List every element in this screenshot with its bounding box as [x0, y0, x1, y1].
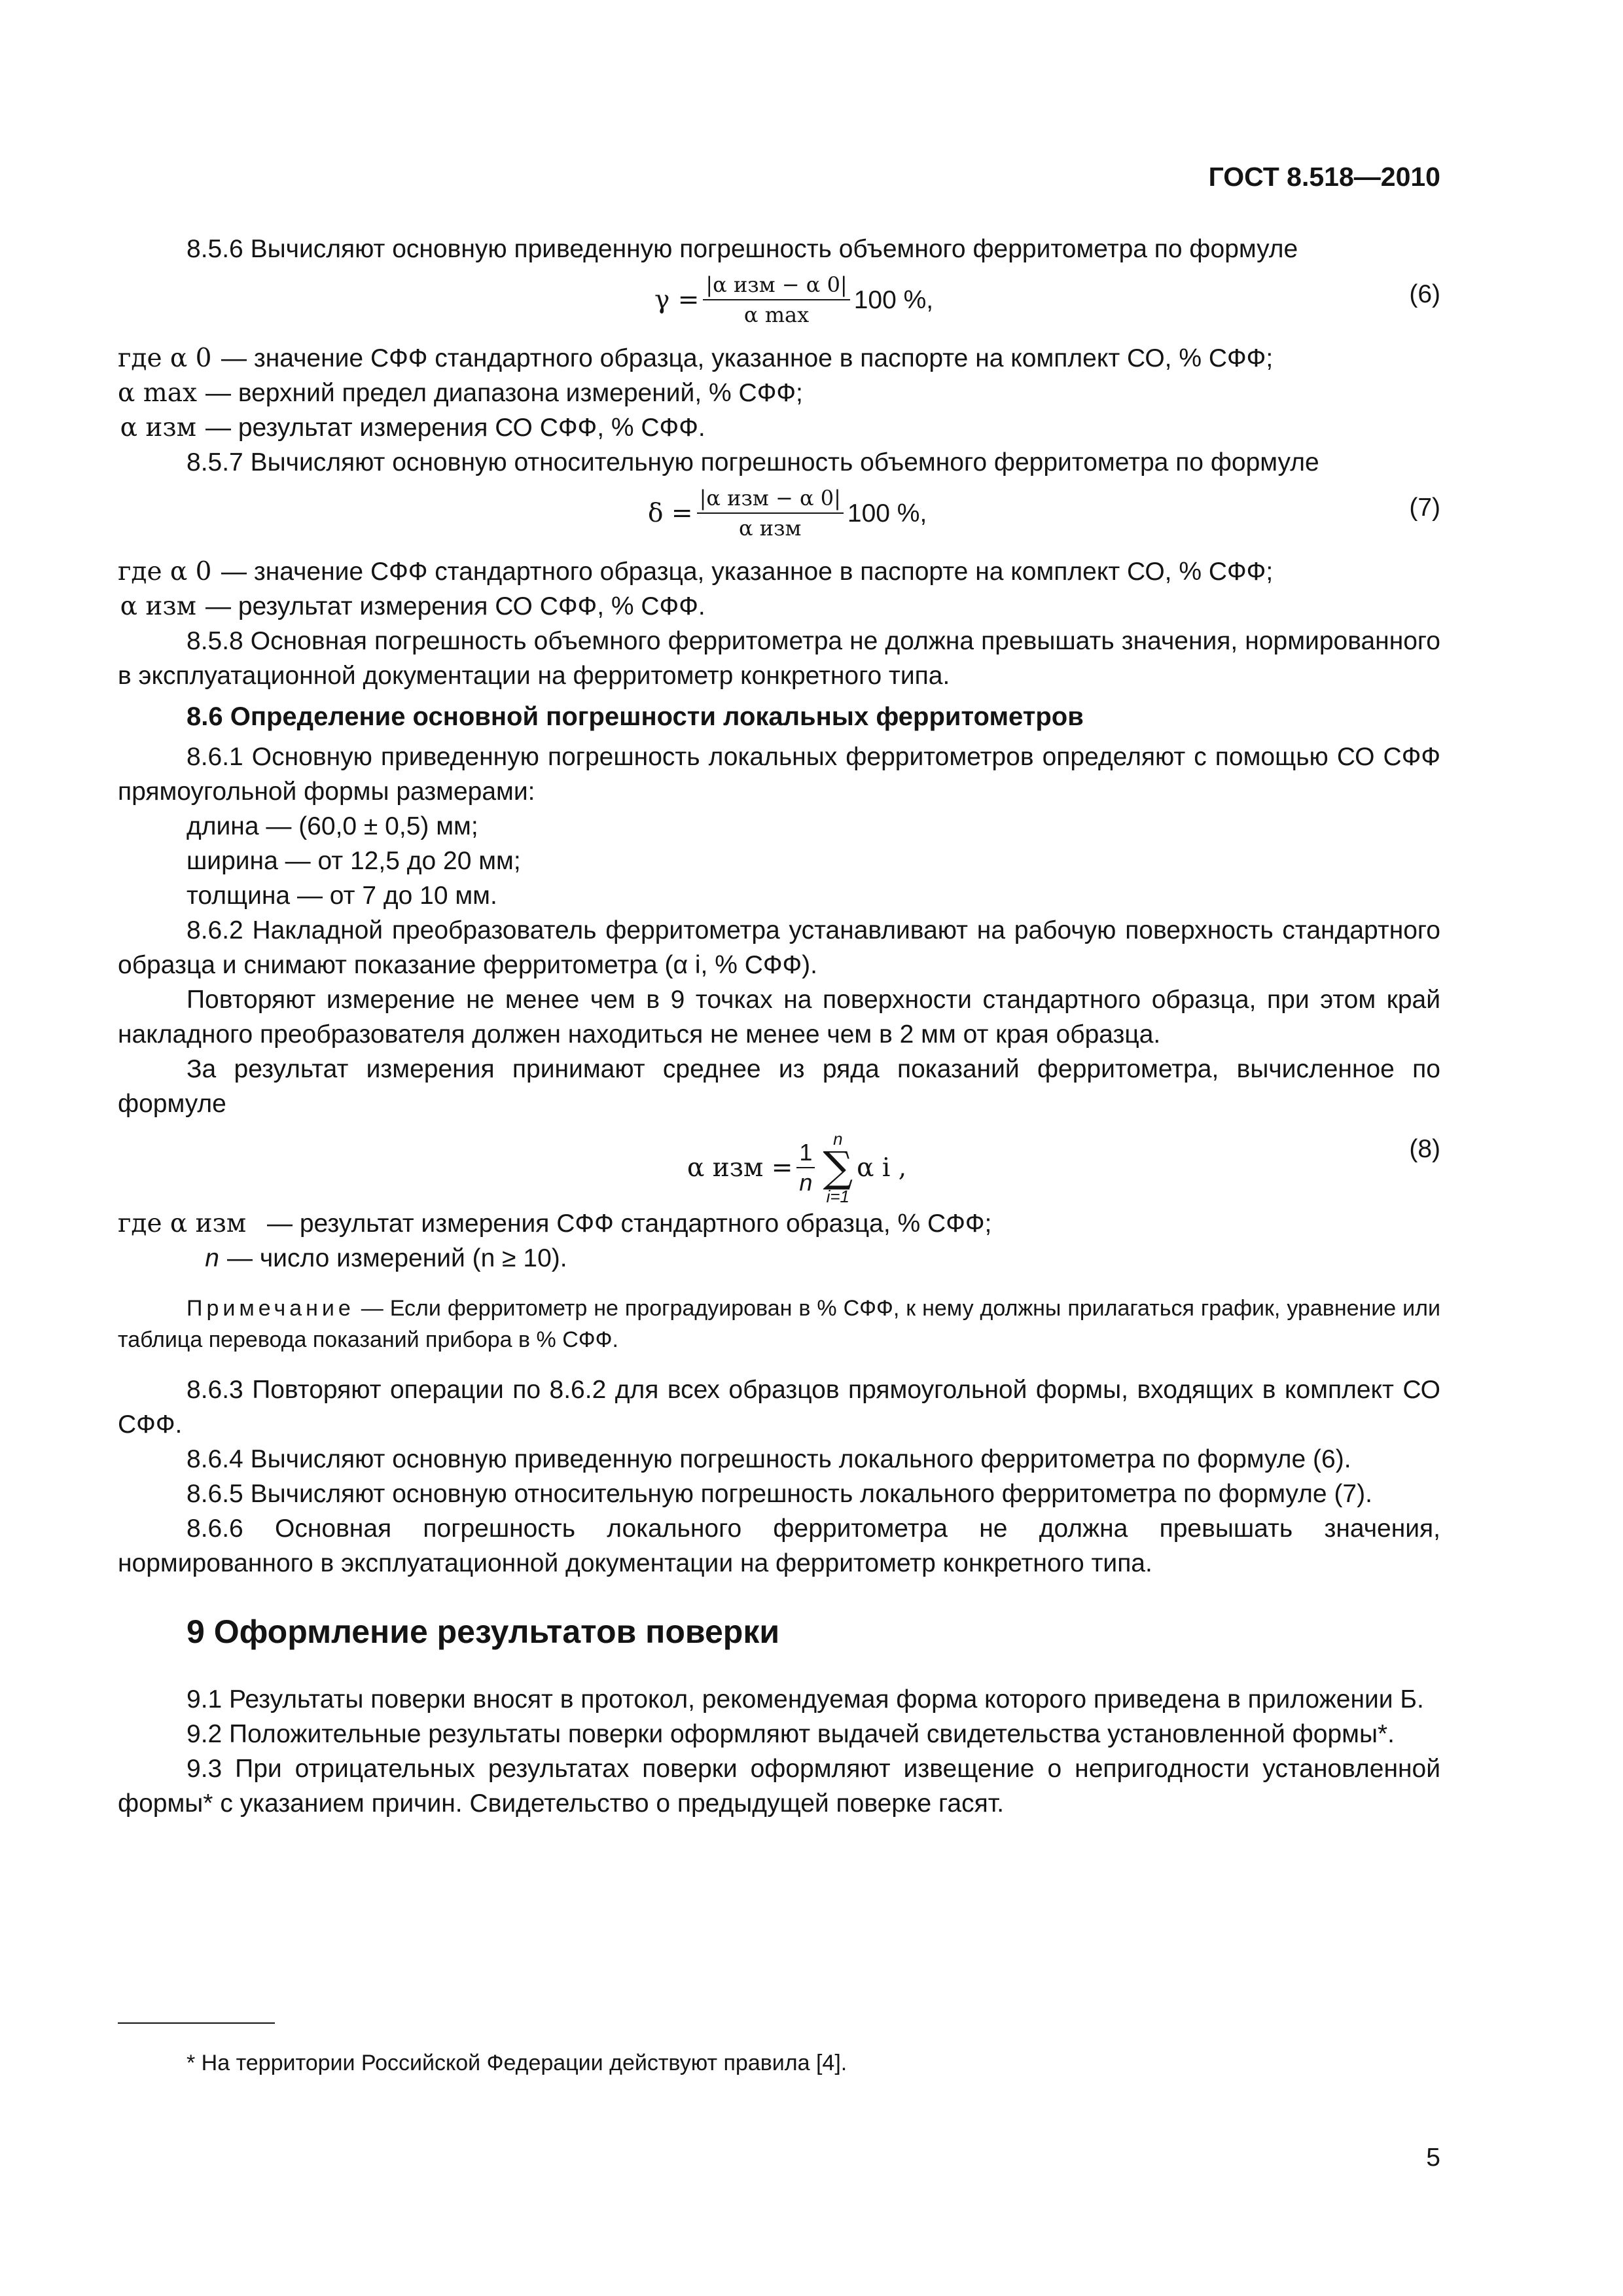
note-label: Примечание — [187, 1296, 355, 1321]
formula-6-number: (6) — [1409, 280, 1440, 308]
sigma-icon: ∑ — [823, 1143, 853, 1192]
clause-8-5-8: 8.5.8 Основная погрешность объемного ферритометра не должна превышать значения, нормированного в эксплуатационной документации на ферритометр конкретного типа. — [118, 627, 1440, 690]
section-8-6-title: 8.6 Определение основной погрешности локальных ферритометров — [187, 702, 1084, 731]
paragraph-result-definition: За результат измерения принимают среднее из ряда показаний ферритометра, вычисленное по формуле — [118, 1055, 1440, 1118]
clause-8-5-6: 8.5.6 Вычисляют основную приведенную погрешность объемного ферритометра по формуле — [187, 235, 1298, 263]
where-symbol: где α 0 — [118, 557, 212, 586]
formula-7-lhs: δ = — [648, 498, 693, 528]
footnote: * На территории Российской Федерации действуют правила [4]. — [187, 2051, 847, 2075]
formula-8-sum — [823, 1130, 853, 1205]
clause-8-6-4: 8.6.4 Вычисляют основную приведенную погрешность локального ферритометра по формуле (6). — [187, 1445, 1351, 1473]
formula-7-tail: 100 %, — [847, 499, 927, 528]
clause-8-6-1: 8.6.1 Основную приведенную погрешность локальных ферритометров определяют с помощью СО СФФ прямоугольной формы размерами: — [118, 743, 1440, 806]
where-text: — результат измерения СО СФФ, % СФФ. — [205, 414, 705, 442]
formula-7-numerator: |α изм − α 0| — [697, 485, 844, 514]
section-9-title: 9 Оформление результатов поверки — [187, 1613, 780, 1650]
dimension-thickness: толщина — от 7 до 10 мм. — [187, 882, 497, 910]
where-symbol: α max — [118, 378, 197, 408]
dimension-width: ширина — от 12,5 до 20 мм; — [187, 847, 521, 875]
formula-8-lhs: α изм = — [687, 1153, 793, 1183]
note — [118, 1293, 1440, 1355]
formula-8-term: α i , — [857, 1153, 907, 1183]
clause-8-6-6: 8.6.6 Основная погрешность локального ферритометра не должна превышать значения, нормированного в эксплуатационной документации на ферритометр конкретного типа. — [118, 1515, 1440, 1577]
page-number: 5 — [1426, 2144, 1440, 2172]
formula-6-lhs: γ = — [654, 285, 700, 315]
footnote-separator — [118, 2022, 275, 2024]
formula-8 — [118, 1121, 1440, 1206]
formula-8-sum-upper: n — [833, 1129, 843, 1149]
where-row — [118, 589, 1440, 624]
where-row — [118, 1206, 1440, 1241]
formula-6-tail: 100 %, — [853, 285, 934, 314]
clause-8-6-3: 8.6.3 Повторяют операции по 8.6.2 для всех образцов прямоугольной формы, входящих в комплект СО СФФ. — [118, 1376, 1440, 1439]
where-row — [118, 1241, 1440, 1276]
where-row — [118, 376, 1440, 410]
where-symbol: n — [205, 1244, 219, 1272]
formula-6-denominator: α max — [743, 302, 810, 327]
formula-7-denominator: α изм — [738, 516, 802, 541]
where-text: — результат измерения СО СФФ, % СФФ. — [205, 592, 705, 620]
formula-7 — [118, 480, 1440, 554]
clause-9-2: 9.2 Положительные результаты поверки оформляют выдачей свидетельства установленной формы*. — [187, 1720, 1395, 1748]
where-symbol: где α 0 — [118, 344, 212, 373]
clause-8-5-7: 8.5.7 Вычисляют основную относительную погрешность объемного ферритометра по формуле — [187, 448, 1319, 476]
note-text: — Если ферритометр не проградуирован в % СФФ, к нему должны прилагаться график, уравнение или таблица перевода показаний прибора в % СФФ. — [118, 1296, 1441, 1352]
formula-8-number: (8) — [1409, 1135, 1440, 1163]
where-text: — верхний предел диапазона измерений, % СФФ; — [205, 379, 803, 407]
formula-8-fraction — [796, 1139, 815, 1196]
formula-7-number: (7) — [1409, 493, 1440, 522]
clause-8-6-2: 8.6.2 Накладной преобразователь ферритометра устанавливают на рабочую поверхность стандартного образца и снимают показание ферритометра (α i, % СФФ). — [118, 916, 1440, 979]
where-symbol: α изм — [120, 413, 196, 442]
where-text: — значение СФФ стандартного образца, указанное в паспорте на комплект СО, % СФФ; — [221, 344, 1274, 372]
clause-9-3: 9.3 При отрицательных результатах поверки оформляют извещение о непригодности установленной формы* с указанием причин. Свидетельство о предыдущей поверке гасят. — [118, 1755, 1440, 1818]
clause-9-1: 9.1 Результаты поверки вносят в протокол, рекомендуемая форма которого приведена в приложении Б. — [187, 1685, 1424, 1713]
formula-7-fraction — [697, 485, 844, 541]
standard-number: ГОСТ 8.518—2010 — [1208, 162, 1440, 192]
formula-8-frac-bottom: n — [799, 1169, 813, 1196]
where-text: — число измерений (n ≥ 10). — [227, 1244, 567, 1272]
dimension-length: длина — (60,0 ± 0,5) мм; — [187, 812, 478, 840]
paragraph-repeat-measurement: Повторяют измерение не менее чем в 9 точках на поверхности стандартного образца, при этом край накладного преобразователя должен находиться не менее чем в 2 мм от края образца. — [118, 986, 1440, 1049]
where-symbol: где α изм — [118, 1209, 247, 1238]
where-text: — результат измерения СФФ стандартного образца, % СФФ; — [267, 1210, 992, 1238]
formula-6-fraction — [703, 272, 849, 328]
body-text — [118, 232, 1440, 1821]
where-row — [118, 554, 1440, 589]
where-text: — значение СФФ стандартного образца, указанное в паспорте на комплект СО, % СФФ; — [221, 558, 1274, 586]
where-row — [118, 410, 1440, 445]
clause-8-6-5: 8.6.5 Вычисляют основную относительную погрешность локального ферритометра по формуле (7). — [187, 1480, 1372, 1508]
where-row — [118, 341, 1440, 376]
formula-8-sum-lower: i=1 — [826, 1187, 849, 1206]
formula-8-frac-top: 1 — [796, 1139, 815, 1168]
where-symbol: α изм — [120, 592, 196, 621]
formula-6-numerator: |α изм − α 0| — [703, 272, 849, 300]
formula-6 — [118, 266, 1440, 341]
